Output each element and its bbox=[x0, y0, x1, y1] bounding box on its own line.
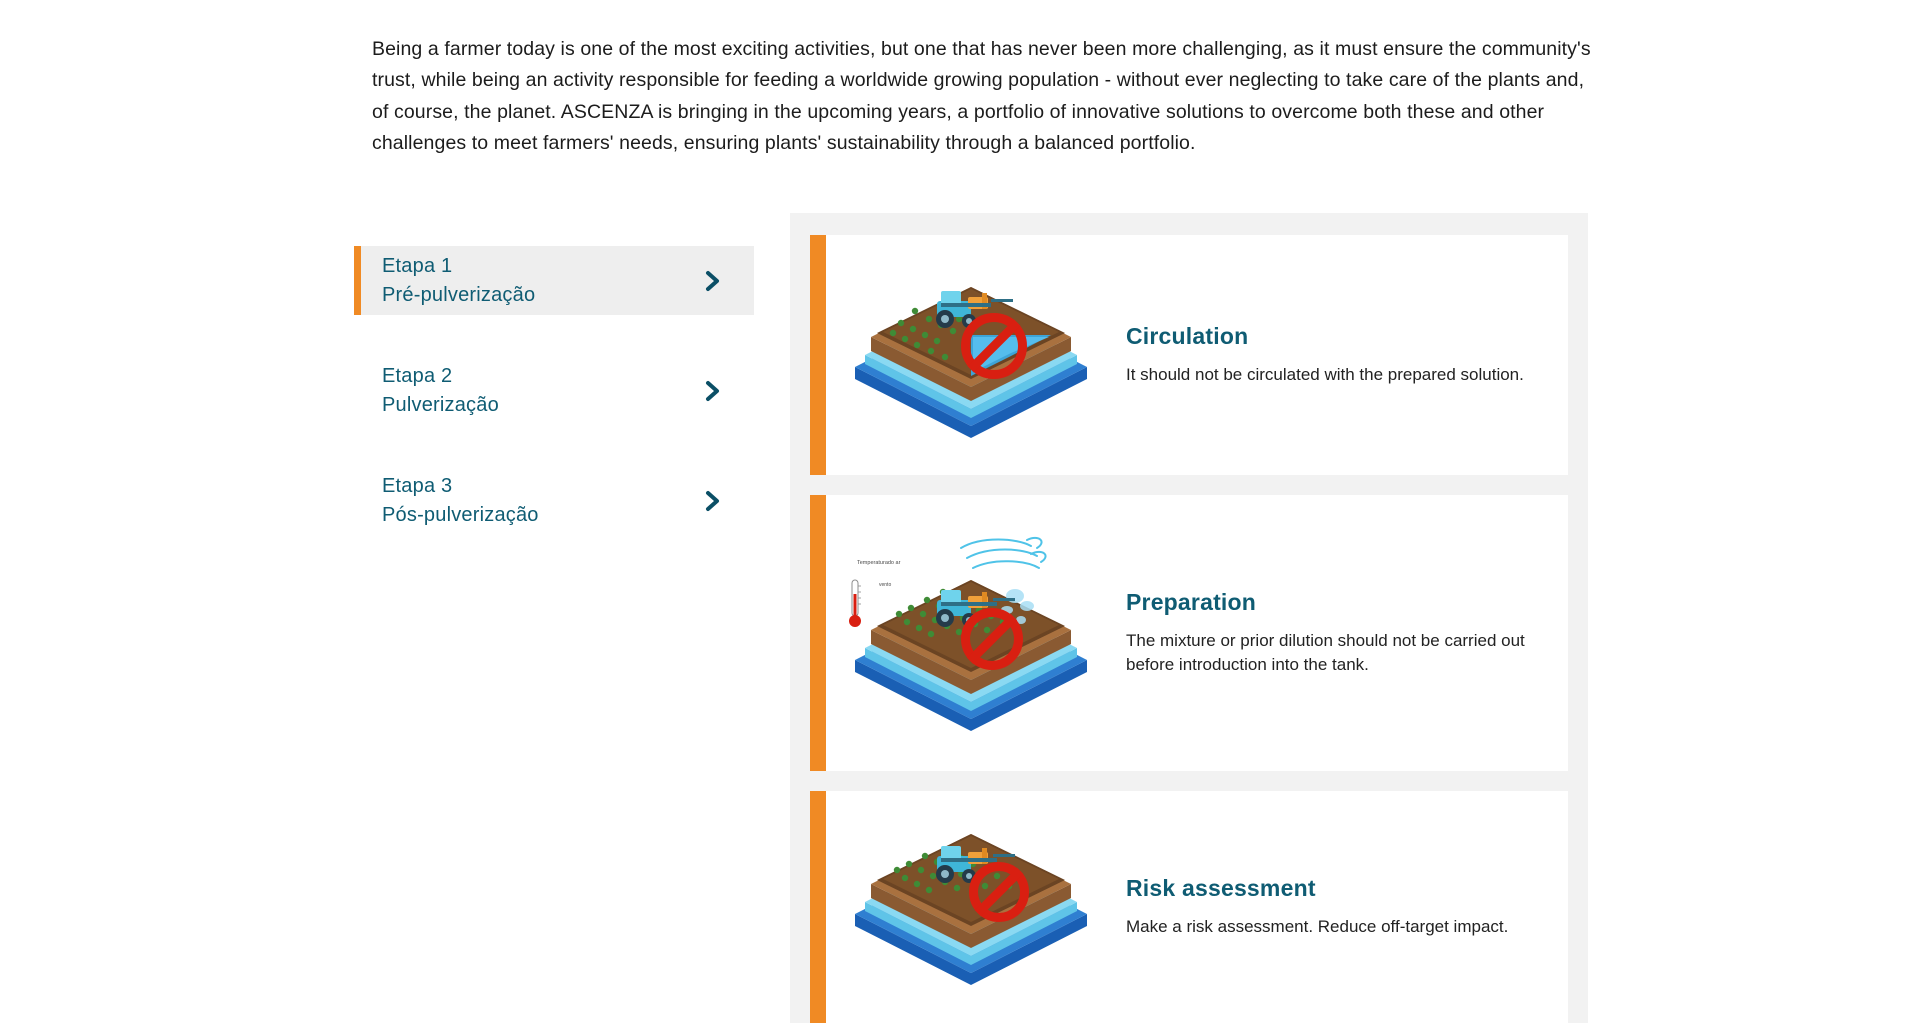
content-card-risk-assessment[interactable] bbox=[810, 791, 1568, 1023]
step-item-3-title: Etapa 3 bbox=[382, 474, 453, 497]
card-illustration-preparation bbox=[826, 495, 1116, 771]
card-illustration-risk-assessment bbox=[826, 791, 1116, 1023]
step-item-2[interactable] bbox=[354, 356, 754, 425]
content-card-preparation[interactable] bbox=[810, 495, 1568, 771]
card-title: Circulation bbox=[1126, 323, 1249, 349]
step-content-panel bbox=[790, 213, 1588, 1023]
step-item-2-title: Etapa 2 bbox=[382, 364, 453, 387]
temperature-label: Temperaturado ar bbox=[857, 559, 901, 566]
step-item-3[interactable] bbox=[354, 466, 754, 535]
prohibition-icon bbox=[961, 608, 1023, 670]
tractor-field-risk-prohibited-illustration bbox=[841, 820, 1101, 995]
chevron-right-icon[interactable] bbox=[702, 270, 724, 292]
card-text-risk-assessment bbox=[1116, 791, 1568, 1023]
card-description: Make a risk assessment. Reduce off-target impact. bbox=[1126, 917, 1509, 936]
prohibition-icon bbox=[969, 862, 1029, 922]
step-list bbox=[354, 246, 754, 576]
intro-paragraph: Being a farmer today is one of the most exciting activities, but one that has never been more challenging, as it must ensure the community's trust, while being an activity responsible for feeding a worldwide growing population - without ever neglecting to take care of the plants and, of course, the planet. ASCENZA is bringing in the upcoming years, a portfolio of innovative solutions to overcome both these and other challenges to meet farmers' needs, ensuring plants' sustainability through a balanced portfolio. bbox=[372, 37, 1591, 154]
card-title: Risk assessment bbox=[1126, 875, 1316, 901]
step-item-1-labels bbox=[382, 252, 535, 310]
step-item-1-title: Etapa 1 bbox=[382, 254, 453, 277]
card-text-preparation bbox=[1116, 495, 1568, 771]
tractor-field-wind-temperature-prohibited-illustration bbox=[841, 526, 1101, 741]
prohibition-icon bbox=[961, 313, 1027, 379]
step-item-3-labels bbox=[382, 472, 539, 530]
card-text-circulation bbox=[1116, 235, 1568, 475]
card-title: Preparation bbox=[1126, 589, 1257, 615]
card-illustration-circulation bbox=[826, 235, 1116, 475]
step-item-3-subtitle: Pós-pulverização bbox=[382, 503, 539, 526]
step-item-1-subtitle: Pré-pulverização bbox=[382, 283, 536, 306]
chevron-right-icon[interactable] bbox=[702, 490, 724, 512]
wind-label: vento bbox=[879, 581, 892, 588]
thermometer-icon bbox=[847, 578, 863, 632]
step-item-2-subtitle: Pulverização bbox=[382, 393, 499, 416]
step-item-2-labels bbox=[382, 362, 499, 420]
chevron-right-icon[interactable] bbox=[702, 380, 724, 402]
card-description: The mixture or prior dilution should not be carried out before introduction into the tank. bbox=[1126, 631, 1525, 674]
step-item-1[interactable] bbox=[354, 246, 754, 315]
content-card-circulation[interactable] bbox=[810, 235, 1568, 475]
card-description: It should not be circulated with the prepared solution. bbox=[1126, 365, 1524, 384]
tractor-field-water-prohibited-illustration bbox=[841, 263, 1101, 448]
